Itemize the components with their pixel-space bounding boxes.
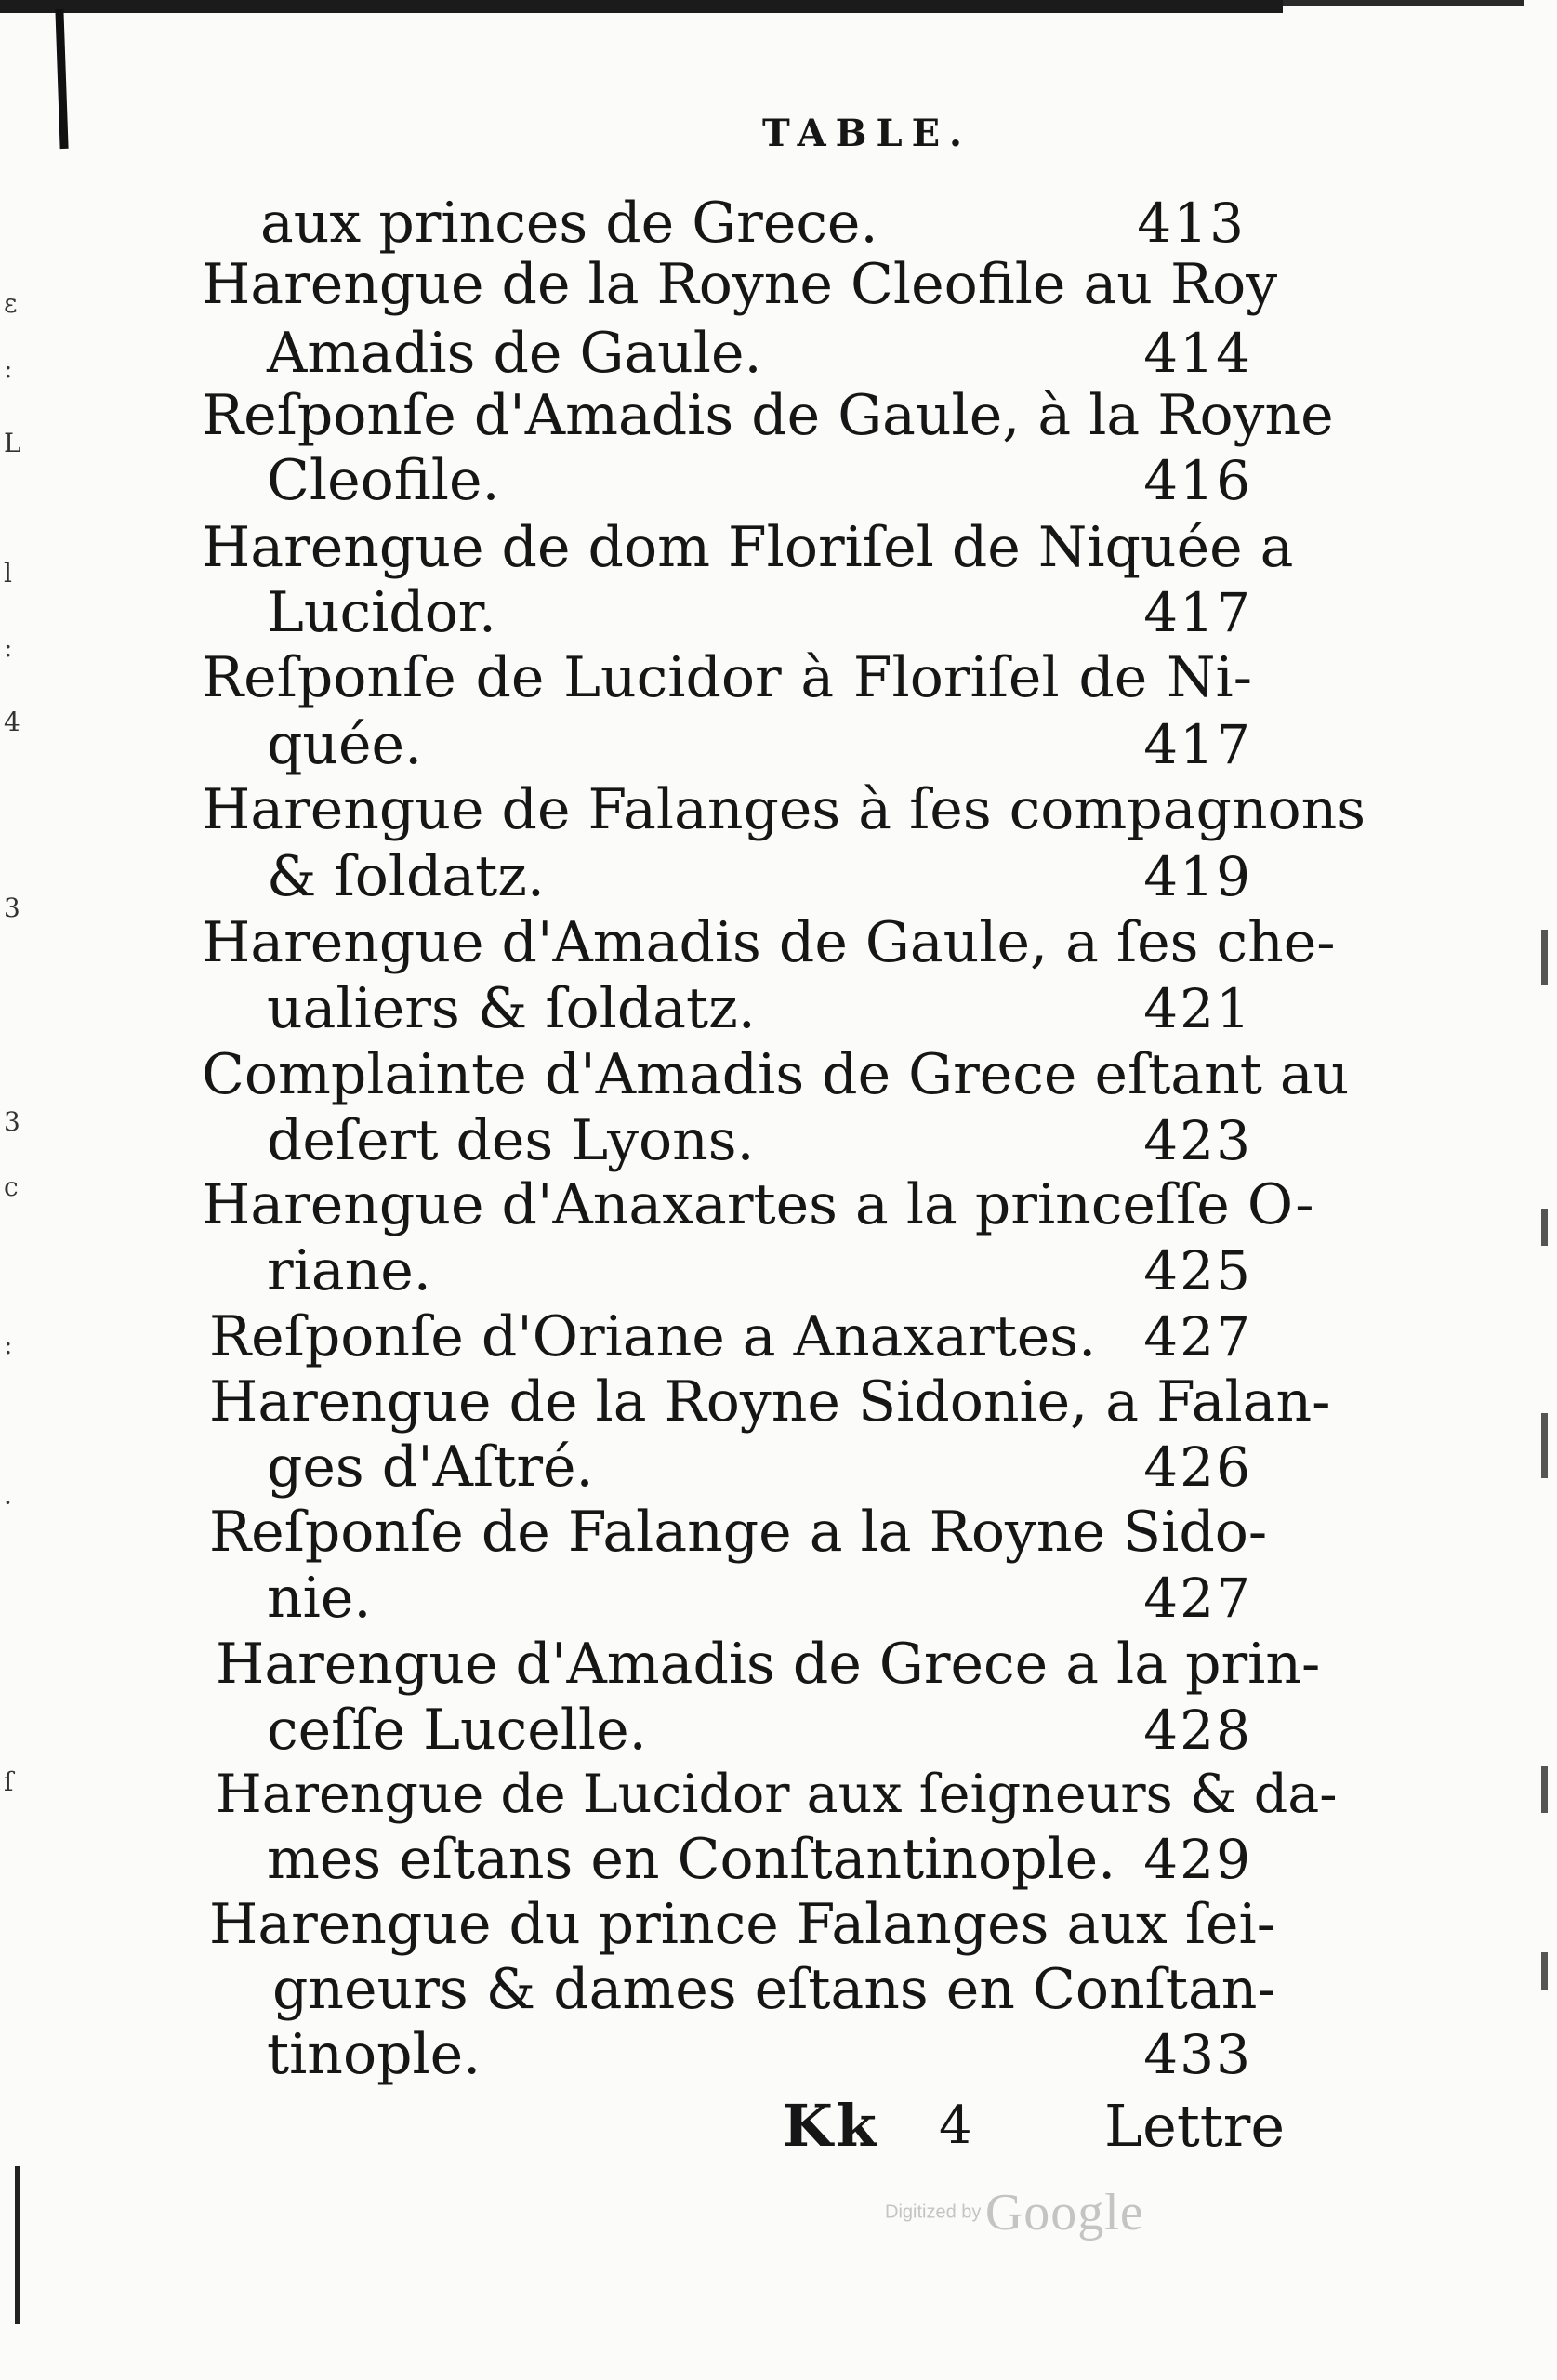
toc-entry-line: [267, 1436, 1252, 1498]
entry-text: Complainte d'Amadis de Grece eſtant au: [202, 1042, 1350, 1107]
entry-text: Harengue de Lucidor aux ſeigneurs & da-: [216, 1764, 1338, 1825]
toc-entry-line: [202, 252, 1278, 317]
toc-entry-line: [267, 323, 1252, 384]
toc-entry-line: [202, 647, 1252, 708]
entry-text: Harengue de Falanges à ſes compagnons: [202, 777, 1366, 842]
entry-text: Harengue d'Anaxartes a la princeſſe O-: [202, 1172, 1314, 1237]
toc-entry-line: [209, 1892, 1276, 1957]
entry-text: Cleofile.: [267, 448, 500, 513]
toc-entry-line: [267, 582, 1252, 643]
toc-entry-line: [267, 978, 1252, 1039]
toc-entry-line: [202, 383, 1334, 448]
toc-entry-line: [202, 1172, 1314, 1237]
entry-text: Reſponſe d'Amadis de Gaule, à la Royne: [202, 383, 1334, 448]
page-number: 427: [1143, 1305, 1252, 1368]
page-number: 419: [1143, 845, 1252, 908]
page-number: 428: [1143, 1699, 1252, 1762]
catchword: Lettre: [1104, 2092, 1286, 2160]
toc-entry-line: [267, 1567, 1252, 1629]
watermark-logo: Google: [984, 2184, 1144, 2241]
entry-text: deſert des Lyons.: [267, 1108, 755, 1173]
entry-text: Harengue de dom Floriſel de Niquée a: [202, 515, 1294, 580]
entry-text: Harengue de la Royne Sidonie, a Falan-: [209, 1369, 1331, 1435]
page-number: 416: [1143, 449, 1252, 512]
toc-entry-line: [216, 1632, 1321, 1697]
toc-entry-line: [209, 1500, 1268, 1565]
entry-text: riane.: [267, 1238, 431, 1303]
toc-entry-line: [267, 2024, 1252, 2085]
toc-entry-line: [267, 1699, 1252, 1761]
entry-text: Reſponſe de Lucidor à Floriſel de Ni-: [202, 645, 1252, 710]
toc-entry-line: [202, 910, 1336, 975]
toc-entry-line: [267, 1110, 1252, 1171]
page-number: 417: [1143, 713, 1252, 776]
entry-text: Harengue d'Amadis de Gaule, a ſes che-: [202, 910, 1336, 975]
page-number: 417: [1143, 581, 1252, 644]
page-number: 421: [1143, 977, 1252, 1040]
entry-text: Harengue d'Amadis de Grece a la prin-: [216, 1632, 1321, 1697]
entry-text: Amadis de Gaule.: [267, 321, 762, 386]
entry-text: Lucidor.: [267, 580, 496, 645]
toc-entry-line: [202, 1042, 1350, 1107]
toc-entry-line: [272, 1957, 1276, 2022]
page-number: 427: [1143, 1567, 1252, 1630]
toc-entry-line: [267, 450, 1252, 511]
page-number: 414: [1143, 322, 1252, 385]
page-number: 413: [1137, 192, 1246, 255]
toc-entry-line: [202, 777, 1366, 842]
toc-entry-line: [202, 515, 1294, 580]
signature-mark: Kk: [783, 2092, 880, 2160]
entry-text: & ſoldatz.: [267, 844, 545, 909]
toc-entry-line: [216, 1764, 1338, 1825]
page-number: 429: [1143, 1828, 1252, 1891]
facing-page-bleed: ε : L l : 4 3 3 c : · ſ: [4, 288, 21, 1797]
toc-entry-line: [267, 846, 1252, 907]
entry-text: ceſſe Lucelle.: [267, 1698, 647, 1763]
header-title: TABLE.: [762, 112, 971, 155]
toc-entry-line: [267, 1240, 1252, 1302]
toc-entry-line: [209, 1306, 1252, 1368]
digitization-watermark: [885, 2183, 1144, 2242]
entry-text: nie.: [267, 1566, 372, 1631]
entry-text: aux princes de Grece.: [260, 191, 878, 256]
toc-entry-line: [267, 714, 1252, 775]
entry-text: Harengue du prince Falanges aux ſei-: [209, 1892, 1276, 1957]
watermark-prefix: Digitized by: [885, 2202, 982, 2223]
page-number: 433: [1143, 2023, 1252, 2086]
page-number: 425: [1143, 1239, 1252, 1302]
toc-entry-line: [267, 1829, 1252, 1890]
page-number: 423: [1143, 1109, 1252, 1172]
page-number: 426: [1143, 1435, 1252, 1499]
page-footer: [0, 2092, 1557, 2166]
entry-text: gneurs & dames eſtans en Conſtan-: [272, 1957, 1276, 2022]
toc-entry-line: [209, 1369, 1331, 1435]
entry-text: Reſponſe de Falange a la Royne Sido-: [209, 1500, 1268, 1565]
entry-text: ges d'Aſtré.: [267, 1435, 594, 1500]
entry-text: Harengue de la Royne Cleofile au Roy: [202, 252, 1278, 317]
entry-text: tinople.: [267, 2022, 482, 2087]
toc-entry-line: [260, 192, 1246, 254]
entry-text: Reſponſe d'Oriane a Anaxartes.: [209, 1304, 1097, 1369]
entry-text: ualiers & ſoldatz.: [267, 976, 756, 1041]
entry-text: mes eſtans en Conſtantinople.: [267, 1827, 1116, 1892]
entry-text: quée.: [267, 712, 423, 777]
signature-number: 4: [939, 2096, 972, 2156]
